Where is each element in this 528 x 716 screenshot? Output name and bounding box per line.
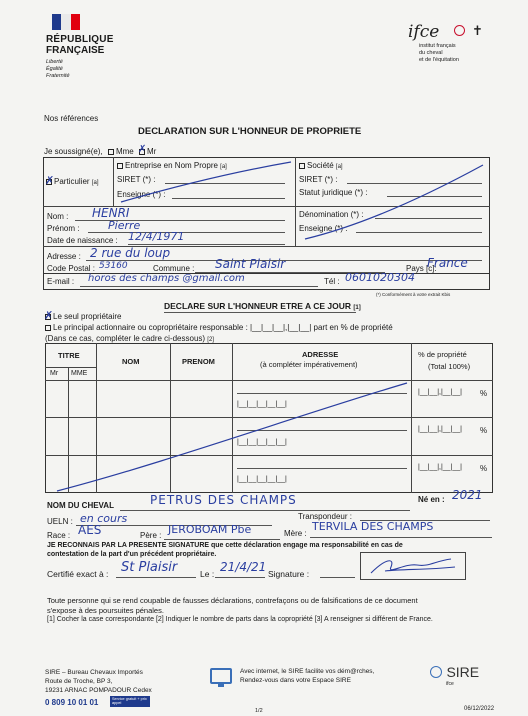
mr-label: Mr <box>146 147 157 156</box>
prenom-field[interactable] <box>88 232 285 233</box>
tel-label: Tél : <box>324 277 340 286</box>
prenom-label: Prénom : <box>47 224 80 233</box>
ifce-rider-icon: ✝ <box>472 23 483 38</box>
tel-value: 0601020304 <box>345 271 415 284</box>
row1-pct-sign: % <box>480 389 488 398</box>
internet-line1: Avec internet, le SIRE facilite vos dém@rches, <box>240 668 375 675</box>
principal-label: Le principal actionnaire ou copropriétaire responsable : <box>53 323 248 332</box>
principal-digits[interactable]: |__|__|__|,|__|__| <box>250 323 312 332</box>
certifie-place-field[interactable] <box>116 577 196 578</box>
page-title: DECLARATION SUR L'HONNEUR DE PROPRIETE <box>138 126 362 137</box>
recognition-line2: contestation de la part d'un précédent propriétaire. <box>47 551 217 558</box>
nom-value: HENRI <box>92 206 130 220</box>
prenom-value: Pierre <box>108 219 141 232</box>
signature-label: Signature : <box>268 569 310 579</box>
principal-option[interactable] <box>45 323 393 332</box>
denomination-label: Dénomination (*) : <box>299 210 364 219</box>
certifie-date: 21/4/21 <box>220 560 267 574</box>
le-label: Le : <box>200 569 215 579</box>
commune-label: Commune : <box>153 264 195 273</box>
monitor-icon <box>210 668 232 684</box>
societe-strike-mark <box>295 157 490 246</box>
mere-label: Mère : <box>284 529 307 538</box>
sire-logo-icon <box>430 666 442 678</box>
particulier-label: Particulier <box>54 177 90 186</box>
entreprise-enseigne-label: Enseigne (*) : <box>117 190 166 199</box>
row3-addr-boxes[interactable]: |__|__|__|__|__| <box>237 476 287 483</box>
ifce-wordmark: ifce <box>408 22 440 42</box>
ne-value: 2021 <box>452 488 483 502</box>
ne-label: Né en : <box>418 495 445 504</box>
naissance-value: 12/4/1971 <box>128 230 185 243</box>
row2-addr-boxes[interactable]: |__|__|__|__|__| <box>237 439 287 446</box>
horse-nom-field[interactable] <box>120 510 410 511</box>
soussigne-label: Je soussigné(e), <box>44 147 103 156</box>
horse-nom-label: NOM DU CHEVAL <box>47 501 114 510</box>
ueln-value: en cours <box>80 512 128 525</box>
declare-title: DECLARE SUR L'HONNEUR ETRE A CE JOUR [1] <box>164 301 361 311</box>
col-pct: % de propriété <box>418 350 467 359</box>
pere-field[interactable] <box>164 539 280 540</box>
row1-addr-boxes[interactable]: |__|__|__|__|__| <box>237 401 287 408</box>
footer-page: 1/2 <box>255 708 263 714</box>
pere-label: Père : <box>140 531 162 540</box>
row2-pct-sign: % <box>480 426 488 435</box>
flag-icon <box>52 14 80 30</box>
nom-field[interactable] <box>75 220 285 221</box>
ifce-logo <box>408 22 498 72</box>
ifce-line1: institut français <box>419 43 456 49</box>
row1-pct-cell[interactable]: |__|__|,|__|__| <box>418 389 462 396</box>
ifce-line2: du cheval <box>419 50 443 56</box>
footer-sire-name: SIRE – Bureau Chevaux Importés <box>45 669 143 676</box>
warning-line3: [1] Cocher la case correspondante [2] Indiquer le nombre de parts dans la copropriété [3] A renseigner si différent de France. <box>47 616 433 623</box>
societe-option[interactable]: Société [a] <box>299 161 343 170</box>
adresse-value: 2 rue du loup <box>90 246 171 260</box>
ueln-label: UELN : <box>47 517 73 526</box>
row2-pct-cell[interactable]: |__|__|,|__|__| <box>418 426 462 433</box>
horse-nom-value: PETRUS DES CHAMPS <box>150 493 297 507</box>
internet-line2[interactable]: Rendez-vous dans votre Espace SIRE <box>240 677 351 684</box>
naissance-field[interactable] <box>128 244 285 245</box>
particulier-checkbox[interactable]: ✗ <box>45 173 55 187</box>
pays-value: France <box>427 256 468 270</box>
footer-phone[interactable]: 0 809 10 01 01 <box>45 698 99 707</box>
republique-line2: FRANÇAISE <box>46 45 105 56</box>
mere-field[interactable] <box>310 537 492 538</box>
nos-references: Nos références <box>44 114 99 123</box>
email-value: horos des champs @gmail.com <box>88 273 245 284</box>
motto-fraternite: Fraternité <box>46 73 70 79</box>
motto-egalite: Égalité <box>46 66 63 72</box>
commune-value: Saint Plaisir <box>215 257 286 271</box>
certifie-place: St Plaisir <box>121 560 178 575</box>
mere-value: TERVILA DES CHAMPS <box>312 520 434 533</box>
principal-suffix: part en % de propriété <box>313 323 393 332</box>
motto-liberte: Liberté <box>46 59 63 65</box>
warning-line1: Toute personne qui se rend coupable de fausses déclarations, contrefaçons ou de falsifications de ce document <box>47 596 418 605</box>
email-label: E-mail : <box>47 277 75 286</box>
row3-pct-cell[interactable]: |__|__|,|__|__| <box>418 464 462 471</box>
col-adresse: ADRESSE <box>302 350 339 359</box>
mme-label: Mme <box>115 147 134 156</box>
entreprise-label: Entreprise en Nom Propre <box>125 161 218 170</box>
certifie-label: Certifié exact à : <box>47 569 109 579</box>
pays-label: Pays [c]: <box>406 264 437 273</box>
ifce-horse-icon <box>454 25 465 36</box>
footer-addr2: 19231 ARNAC POMPADOUR Cedex <box>45 687 152 694</box>
sire-logo: SIRE ifce <box>430 663 479 687</box>
signature-scribble <box>365 553 461 579</box>
ifce-line3: et de l'équitation <box>419 57 459 63</box>
soussigne-row <box>44 143 157 156</box>
col-adresse-sub: (à compléter impérativement) <box>260 360 358 369</box>
pere-value: JEROBOAM Pbe <box>168 523 252 536</box>
mr-checkbox[interactable]: ✗ <box>137 143 147 155</box>
societe-siret-label: SIRET (*) : <box>299 175 338 184</box>
kbis-note: (*) Conformément à votre extrait Kbis <box>376 292 451 297</box>
mme-checkbox[interactable] <box>108 149 114 155</box>
naissance-label: Date de naissance : <box>47 236 118 245</box>
adresse-label: Adresse : <box>47 252 81 261</box>
seul-label: Le seul propriétaire <box>53 312 122 321</box>
identity-enseigne-label: Enseigne (*) : <box>299 224 348 233</box>
col-titre: TITRE <box>58 351 80 360</box>
transpondeur-label: Transpondeur : <box>298 512 352 521</box>
seul-option[interactable] <box>44 308 122 322</box>
footer-addr1: Route de Troche, BP 3, <box>45 678 113 685</box>
seul-checkbox[interactable]: ✗ <box>44 308 54 322</box>
col-mme: MME <box>71 370 88 377</box>
nom-label: Nom : <box>47 212 69 221</box>
cp-value: 53160 <box>99 261 128 271</box>
race-label: Race : <box>47 531 71 540</box>
email-field[interactable] <box>80 286 318 287</box>
statut-label: Statut juridique (*) : <box>299 188 368 197</box>
republique-line1: RÉPUBLIQUE <box>46 34 114 45</box>
signature-field[interactable] <box>320 577 355 578</box>
dans-ce-cas: (Dans ce cas, compléter le cadre ci-dessous) [2] <box>45 334 214 343</box>
row3-pct-sign: % <box>480 464 488 473</box>
race-value: AES <box>78 523 102 537</box>
col-mr: Mr <box>50 370 59 377</box>
footer-date: 06/12/2022 <box>464 706 495 712</box>
societe-label: Société <box>307 161 334 170</box>
entreprise-strike-mark <box>113 157 295 206</box>
cp-label: Code Postal : <box>47 264 96 273</box>
certifie-date-field[interactable] <box>215 577 265 578</box>
footer-phone-badge: Service gratuit + prix appel <box>110 696 150 707</box>
table-strike-mark <box>45 343 493 493</box>
marianne-logo <box>38 14 118 86</box>
warning-line2: s'expose à des poursuites pénales. <box>47 606 164 615</box>
entreprise-siret-label: SIRET (*) : <box>117 175 156 184</box>
col-prenom: PRENOM <box>182 357 215 366</box>
particulier-option[interactable]: ✗ Particulier [a] <box>45 173 99 187</box>
entreprise-option[interactable]: Entreprise en Nom Propre [a] <box>117 161 227 170</box>
col-nom: NOM <box>122 357 140 366</box>
recognition-line1: JE RECONNAIS PAR LA PRESENTE SIGNATURE que cette déclaration engage ma responsabilité en cas de <box>47 542 403 549</box>
col-pct-sub: (Total 100%) <box>428 362 471 371</box>
principal-checkbox[interactable] <box>45 325 51 331</box>
